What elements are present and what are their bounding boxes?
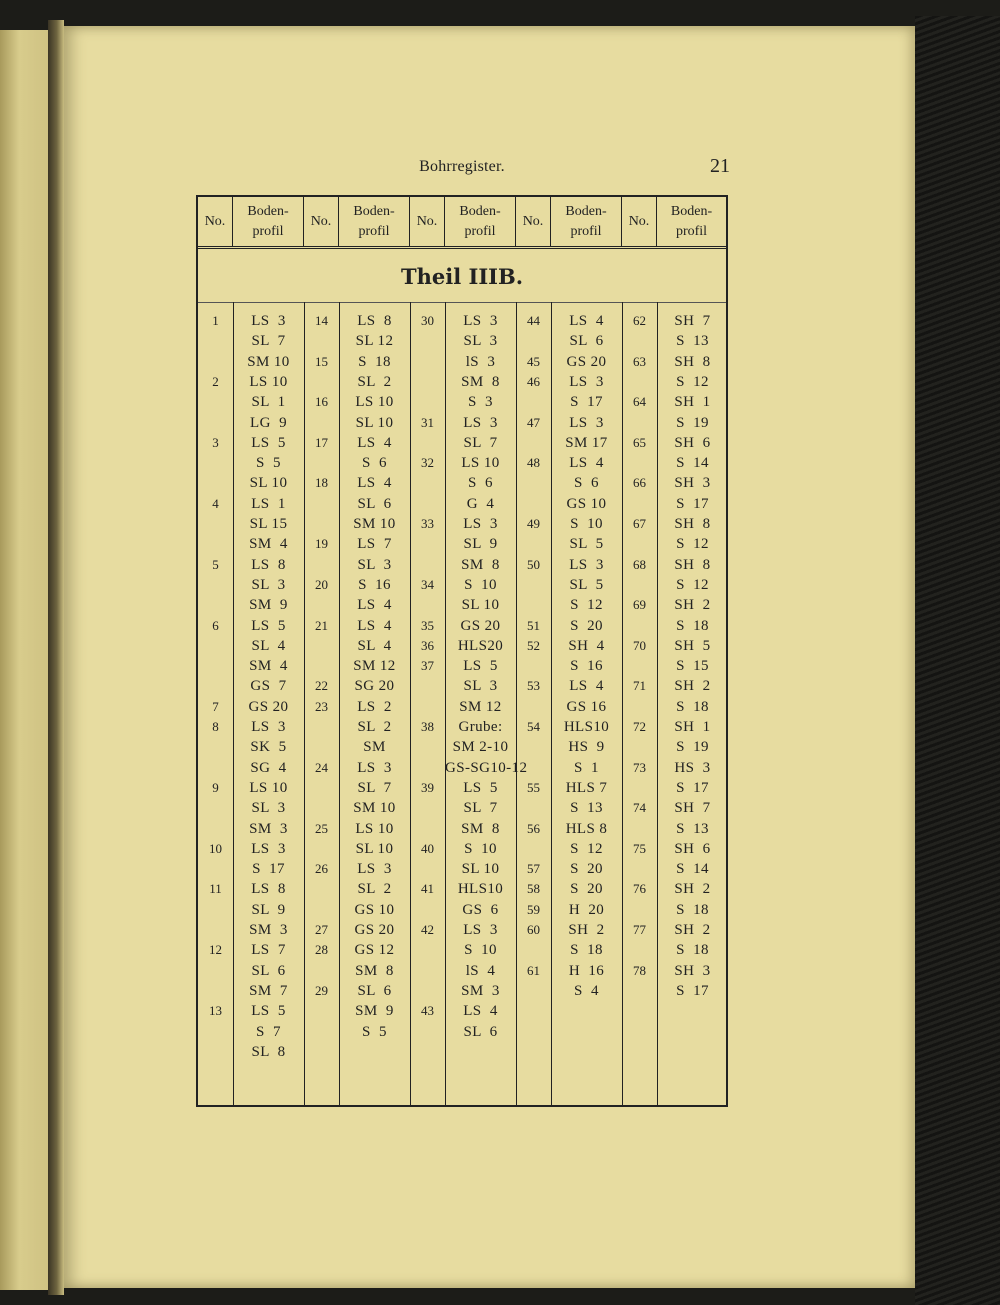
entry-number: 64 [633,394,646,410]
column-header-no: No. [198,197,233,246]
entry-number: 49 [527,516,540,531]
soil-layer: LS 3 [357,861,392,878]
entry-number: 23 [315,698,328,714]
entry-number: 20 [315,576,328,592]
entry-number: 9 [212,779,219,795]
entry-number: 30 [421,313,434,328]
soil-layer: LS 4 [569,678,604,695]
soil-layer: S 20 [570,881,603,898]
soil-layer: HLS 8 [565,820,608,837]
soil-layer: SH 3 [674,475,711,492]
soil-layer: SM 8 [461,820,500,837]
soil-layer: SM 9 [355,1003,394,1020]
soil-layer: SH 2 [674,597,711,614]
soil-layer: SL 12 [355,333,394,350]
entry-number: 47 [527,414,540,430]
entry-number: 57 [527,861,540,877]
soil-layer: S 17 [676,779,709,796]
soil-layer: SL 15 [249,516,288,532]
soil-layer: HLS10 [563,719,610,735]
soil-layer: SM 3 [249,820,288,837]
soil-layer: SM 10 [353,800,396,817]
soil-layer: S 4 [574,982,599,999]
soil-layer: GS 7 [250,678,287,695]
entry-number: 78 [633,962,646,978]
soil-layer: LS 8 [251,556,286,573]
entry-number: 53 [527,678,540,694]
soil-layer: SM 8 [461,556,500,573]
soil-layer: SM 4 [249,658,288,675]
soil-layer: HLS20 [457,637,504,654]
soil-layer: H 16 [568,962,605,979]
soil-layer: SH 4 [568,637,605,654]
soil-layer: S 13 [676,333,709,350]
soil-layer: SM 4 [249,536,288,553]
soil-layer: S 18 [676,901,709,918]
soil-layer: SM [363,739,386,756]
entry-number: 44 [527,313,540,328]
soil-layer: Grube: [458,719,503,735]
soil-layer: S 6 [362,455,387,472]
soil-layer: S 6 [468,475,493,492]
soil-layer: S 16 [570,658,603,675]
entry-number: 63 [633,353,646,369]
soil-layer: GS 20 [566,353,607,370]
soil-layer: LS 5 [463,779,498,796]
soil-layer: LS 10 [355,820,394,837]
entry-number: 6 [212,617,219,633]
soil-layer: LG 9 [250,414,287,431]
entry-number: 59 [527,901,540,917]
entry-number: 40 [421,840,434,856]
soil-layer: S 17 [676,982,709,999]
soil-layer: GS 6 [462,901,499,918]
entry-number: 39 [421,779,434,795]
entry-number: 31 [421,414,434,430]
soil-layer: GS 16 [566,698,607,715]
entry-number: 4 [212,495,219,511]
soil-layer: LS 3 [251,313,286,329]
soil-layer: SL 4 [251,637,286,654]
entry-number: 43 [421,1003,434,1019]
soil-layer: LS 4 [357,475,392,492]
entry-number: 56 [527,820,540,836]
soil-layer: SG 20 [354,678,395,695]
entry-number: 46 [527,373,540,389]
book-cover-edge [915,16,1000,1305]
soil-layer: SL 7 [251,333,286,350]
soil-layer: SH 5 [674,637,711,654]
soil-layer: S 18 [570,942,603,959]
soil-layer: SL 6 [569,333,604,350]
entry-number: 19 [315,536,328,552]
entry-number: 66 [633,475,646,491]
entry-number: 58 [527,881,540,897]
entry-number: 45 [527,353,540,369]
entry-number: 62 [633,313,646,328]
column-header-no: No. [622,197,657,246]
soil-layer: S 13 [676,820,709,837]
entry-number: 35 [421,617,434,633]
entry-number: 77 [633,922,646,937]
soil-layer: SL 6 [357,982,392,999]
soil-layer: LS 8 [357,313,392,329]
soil-layer: HLS 7 [565,779,608,796]
column-header-profile: Boden- profil [445,197,516,246]
entry-number: 50 [527,556,540,572]
soil-layer: LS 7 [251,942,286,959]
soil-layer: LS 5 [251,1003,286,1020]
entry-number: 65 [633,434,646,450]
soil-layer: SH 3 [674,962,711,979]
soil-layer: LS 10 [355,394,394,411]
soil-layer: SL 10 [461,597,500,614]
soil-layer: LS 4 [463,1003,498,1020]
table-header-row [198,197,726,249]
soil-layer: GS 20 [460,617,501,634]
soil-layer: SH 8 [674,353,711,370]
soil-layer: LS 5 [251,434,286,451]
entry-number: 69 [633,597,646,613]
soil-layer: SL 3 [463,333,498,350]
entry-number: 25 [315,820,328,836]
column-header-profile: Boden- profil [670,203,713,239]
soil-layer: S 10 [464,576,497,593]
soil-layer: S 10 [464,840,497,857]
column-header-profile: Boden- profil [339,197,410,246]
soil-layer: LS 3 [569,556,604,573]
soil-layer: SL 2 [357,719,392,735]
entry-number: 21 [315,617,328,633]
soil-layer: S 14 [676,455,709,472]
soil-layer: S 12 [676,576,709,593]
soil-layer: S 7 [256,1023,281,1040]
soil-layer: lS 3 [465,353,496,370]
soil-layer: SL 6 [251,962,286,979]
entry-number: 15 [315,353,328,369]
soil-layer: S 17 [252,861,285,878]
soil-layer: LS 10 [249,779,288,796]
soil-layer: SL 6 [357,495,392,512]
facing-page-edge [0,30,48,1290]
soil-layer: SM 3 [249,922,288,938]
soil-layer: LS 4 [357,597,392,614]
soil-layer: SM 12 [459,698,502,715]
entry-number: 36 [421,637,434,653]
entry-number: 76 [633,881,646,897]
column-rule [622,302,623,1105]
entry-number: 60 [527,922,540,937]
column-header-no: No. [410,197,445,246]
soil-layer: SL 3 [251,800,286,817]
soil-layer: LS 3 [251,719,286,735]
entry-number: 16 [315,394,328,410]
entry-number: 5 [212,556,219,572]
entry-number: 73 [633,759,646,775]
soil-layer: SH 6 [674,840,711,857]
soil-layer: SL 10 [355,840,394,857]
soil-layer: SH 1 [674,394,711,411]
soil-layer: SM 9 [249,597,288,614]
soil-layer: LS 3 [357,759,392,776]
soil-layer: GS-SG10-12 [445,759,528,776]
entry-number: 38 [421,719,434,734]
soil-layer: SH 8 [674,516,711,532]
soil-layer: S 12 [570,597,603,614]
soil-layer: S 18 [676,617,709,634]
soil-layer: SM 7 [249,982,288,999]
soil-layer: S 6 [574,475,599,492]
entry-number: 17 [315,434,328,450]
soil-layer: LS 3 [569,373,604,390]
entry-number: 70 [633,637,646,653]
soil-layer: LS 1 [251,495,286,512]
soil-layer: LS 3 [463,516,498,532]
soil-layer: SH 1 [674,719,711,735]
soil-layer: HS 3 [674,759,711,776]
soil-layer: SL 10 [249,475,288,492]
entry-number: 52 [527,637,540,653]
soil-layer: SG 4 [250,759,287,776]
soil-layer: S 10 [570,516,603,532]
soil-layer: GS 20 [248,698,289,715]
soil-layer: SH 2 [674,881,711,898]
soil-layer: SM 8 [355,962,394,979]
soil-layer: HLS10 [457,881,504,898]
soil-layer: LS 2 [357,698,392,715]
entry-number: 18 [315,475,328,491]
soil-layer: H 20 [568,901,605,918]
entry-number: 74 [633,800,646,816]
soil-layer: HS 9 [568,739,605,756]
soil-layer: SM 17 [565,434,608,451]
soil-layer: SL 2 [357,373,392,390]
soil-layer: LS 3 [251,840,286,857]
soil-layer: SL 3 [357,556,392,573]
soil-layer: SH 7 [674,313,711,329]
soil-layer: SM 10 [353,516,396,532]
soil-layer: S 17 [676,495,709,512]
soil-layer: SL 8 [251,1043,286,1060]
soil-layer: SL 4 [357,637,392,654]
soil-layer: LS 5 [251,617,286,634]
entry-number: 2 [212,373,219,389]
soil-layer: SM 2-10 [452,739,509,756]
soil-layer: SM 3 [461,982,500,999]
soil-layer: LS 3 [463,313,498,329]
soil-layer: SL 7 [463,800,498,817]
soil-layer: S 5 [362,1023,387,1040]
soil-layer: LS 10 [249,373,288,390]
entry-number: 26 [315,861,328,877]
soil-layer: SL 5 [569,536,604,553]
soil-layer: GS 10 [354,901,395,918]
entry-number: 22 [315,678,328,694]
entry-number: 72 [633,719,646,734]
soil-layer: S 17 [570,394,603,411]
soil-layer: SL 7 [357,779,392,796]
soil-layer: LS 4 [357,617,392,634]
entry-number: 55 [527,779,540,795]
soil-layer: SH 8 [674,556,711,573]
soil-layer: SH 6 [674,434,711,451]
soil-layer: S 12 [570,840,603,857]
entry-number: 54 [527,719,540,734]
entry-number: 7 [212,698,219,714]
page-number: 21 [710,155,730,177]
entry-number: 11 [209,881,222,897]
soil-layer: GS 10 [566,495,607,512]
entry-number: 71 [633,678,646,694]
entry-number: 3 [212,434,219,450]
soil-layer: S 12 [676,536,709,553]
entry-number: 27 [315,922,328,937]
soil-layer: SL 3 [463,678,498,695]
entry-number: 1 [212,313,219,328]
soil-layer: SM 8 [461,373,500,390]
soil-layer: LS 5 [463,658,498,675]
entry-number: 33 [421,516,434,531]
soil-layer: S 3 [468,394,493,411]
entry-number: 10 [209,840,222,856]
entry-number: 13 [209,1003,222,1019]
soil-layer: LS 4 [357,434,392,451]
soil-layer: SH 2 [674,678,711,695]
soil-layer: SL 9 [463,536,498,553]
soil-layer: LS 8 [251,881,286,898]
soil-layer: S 15 [676,658,709,675]
entry-number: 24 [315,759,328,775]
entry-number: 37 [421,658,434,674]
book-gutter [48,20,64,1295]
soil-layer: S 20 [570,861,603,878]
soil-layer: GS 20 [354,922,395,938]
soil-layer: SM 10 [247,353,290,370]
soil-layer: SL 10 [461,861,500,878]
soil-layer: SL 6 [463,1023,498,1040]
section-title: Theil IIIB. [198,250,726,303]
soil-layer: S 5 [256,455,281,472]
entry-number: 29 [315,982,328,998]
entry-number: 28 [315,942,328,958]
column-header-no: No. [304,197,339,246]
soil-layer: S 19 [676,739,709,756]
column-header-profile: Boden- profil [233,197,304,246]
soil-layer: S 16 [358,576,391,593]
soil-layer: LS 4 [569,455,604,472]
soil-layer: SL 1 [251,394,286,411]
entry-number: 48 [527,455,540,471]
soil-layer: S 18 [676,698,709,715]
entry-number: 12 [209,942,222,958]
column-header-no: No. [516,197,551,246]
soil-layer: SL 10 [355,414,394,431]
soil-layer: SH 2 [568,922,605,938]
entry-number: 68 [633,556,646,572]
soil-layer: S 18 [676,942,709,959]
entry-number: 32 [421,455,434,471]
entry-number: 51 [527,617,540,633]
entry-number: 34 [421,576,434,592]
soil-layer: SH 7 [674,800,711,817]
soil-layer: G 4 [466,495,495,512]
soil-layer: SK 5 [250,739,287,756]
soil-layer: SH 2 [674,922,711,938]
soil-layer: LS 3 [463,922,498,938]
soil-layer: LS 3 [569,414,604,431]
entry-number: 75 [633,840,646,856]
running-head: Bohrregister. [419,158,505,175]
entry-number: 67 [633,516,646,531]
soil-layer: LS 7 [357,536,392,553]
soil-layer: SL 7 [463,434,498,451]
soil-layer: S 19 [676,414,709,431]
borehole-register-table [196,195,728,1107]
soil-layer: S 10 [464,942,497,959]
soil-layer: SL 2 [357,881,392,898]
column-header-profile: Boden- profil [551,197,622,246]
soil-layer: SM 12 [353,658,396,675]
soil-layer: S 18 [358,353,391,370]
entry-number: 42 [421,922,434,937]
entry-number: 41 [421,881,434,897]
soil-layer: SL 5 [569,576,604,593]
soil-layer: S 12 [676,373,709,390]
soil-layer: S 13 [570,800,603,817]
soil-layer: LS 4 [569,313,604,329]
entry-number: 8 [212,719,219,734]
entry-number: 14 [315,313,328,328]
soil-layer: SL 9 [251,901,286,918]
entry-number: 61 [527,962,540,978]
soil-layer: S 20 [570,617,603,634]
soil-layer: S 14 [676,861,709,878]
soil-layer: LS 10 [461,455,500,472]
soil-layer: SL 3 [251,576,286,593]
soil-layer: GS 12 [354,942,395,959]
soil-layer: LS 3 [463,414,498,431]
soil-layer: lS 4 [465,962,496,979]
soil-layer: S 1 [574,759,599,776]
